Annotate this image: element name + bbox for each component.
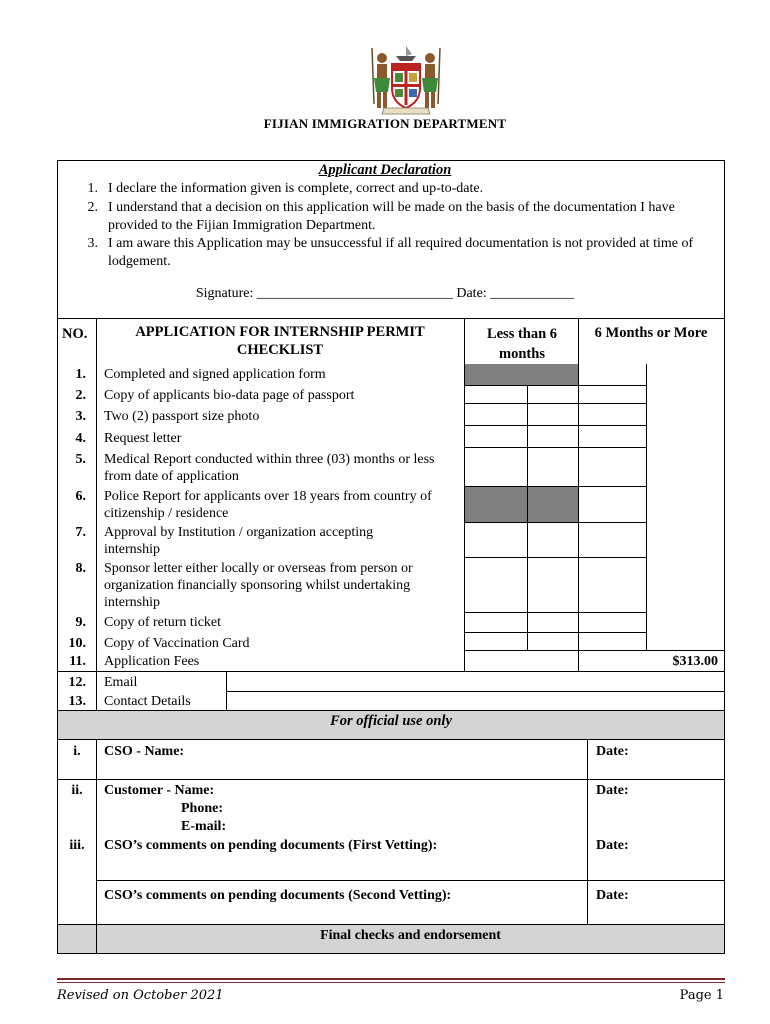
declaration-item-number: 1. <box>87 181 98 196</box>
row-number: 9. <box>75 615 86 630</box>
row-number: 4. <box>75 431 86 446</box>
column-header-6-months-or-more: 6 Months or More <box>594 325 708 341</box>
checklist-item: Medical Report conducted within three (03) months or less from date of application <box>104 452 435 484</box>
date-label: Date: <box>596 838 629 853</box>
date-label: Date: <box>596 783 629 798</box>
declaration-item-number: 3. <box>87 236 98 251</box>
declaration-item <box>82 180 702 198</box>
revision-note: Revised on October 2021 <box>57 988 224 1003</box>
checklist-item: Copy of return ticket <box>104 615 222 630</box>
footer-divider <box>57 982 725 983</box>
checklist-item: Police Report for applicants over 18 years from country of citizenship / residence <box>104 489 432 521</box>
row-number: 2. <box>75 388 86 403</box>
declaration-item-text: I am aware this Application may be unsuccessful if all required documentation is not provided at time of lodgement. <box>108 236 694 269</box>
declaration-item-number: 2. <box>87 200 98 215</box>
row-number: ii. <box>71 783 83 798</box>
checklist-item: Two (2) passport size photo <box>104 409 260 424</box>
checklist-item: Contact Details <box>104 694 191 709</box>
declaration-item <box>82 235 702 271</box>
row-number: i. <box>73 744 81 759</box>
column-header-less-than-6-months: Less than 6 months <box>486 326 558 362</box>
signature-date-line[interactable]: Signature: ____________________________ Date: ____________ <box>195 286 575 301</box>
shaded-cell <box>464 364 578 385</box>
declaration-item-text: I declare the information given is complete, correct and up-to-date. <box>108 181 484 196</box>
final-checks-title: Final checks and endorsement <box>320 928 501 943</box>
row-number: 3. <box>75 409 86 424</box>
customer-email-label: E-mail: <box>181 819 227 834</box>
checklist-item: Email <box>104 675 138 690</box>
row-number: 7. <box>75 525 86 540</box>
official-use-title: For official use only <box>330 713 452 729</box>
date-label: Date: <box>596 744 629 759</box>
row-number: 6. <box>75 489 86 504</box>
checklist-item: Application Fees <box>104 654 200 669</box>
department-name: FIJIAN IMMIGRATION DEPARTMENT <box>263 116 507 131</box>
cso-name-label: CSO - Name: <box>104 744 185 759</box>
second-vetting-comments-label: CSO’s comments on pending documents (Second Vetting): <box>104 888 452 903</box>
shaded-cell <box>464 486 578 522</box>
checklist-item: Completed and signed application form <box>104 367 326 382</box>
row-number: iii. <box>69 838 85 853</box>
declaration-item <box>82 199 702 235</box>
row-number: 8. <box>75 561 86 576</box>
customer-name-label: Customer - Name: <box>104 783 215 798</box>
checklist-item: Sponsor letter either locally or overseas from person or organization financially sponsoring whilst undertaking internship <box>104 561 413 610</box>
row-number: 5. <box>75 452 86 467</box>
page-number: Page 1 <box>679 988 724 1003</box>
row-number: 11. <box>69 654 86 669</box>
declaration-item-text: I understand that a decision on this application will be made on the basis of the documentation I have provided to the Fijian Immigration Department. <box>108 200 675 233</box>
row-number: 13. <box>68 694 86 709</box>
customer-phone-label: Phone: <box>181 801 223 816</box>
date-label: Date: <box>596 888 629 903</box>
checklist-item: Copy of Vaccination Card <box>104 636 250 651</box>
checklist-item: Copy of applicants bio-data page of passport <box>104 388 355 403</box>
fiji-coat-of-arms-icon <box>368 44 444 118</box>
checklist-item: Approval by Institution / organization accepting internship <box>104 525 374 557</box>
footer-divider <box>57 978 725 980</box>
column-header-checklist: APPLICATION FOR INTERNSHIP PERMIT CHECKLIST <box>135 324 425 358</box>
row-number: 1. <box>75 367 86 382</box>
declaration-title: Applicant Declaration <box>318 162 452 178</box>
row-number: 12. <box>68 675 86 690</box>
first-vetting-comments-label: CSO’s comments on pending documents (First Vetting): <box>104 838 438 853</box>
checklist-item: Request letter <box>104 431 182 446</box>
row-number: 10. <box>68 636 86 651</box>
application-fee-amount: $313.00 <box>672 654 718 669</box>
column-header-no: NO. <box>62 326 88 342</box>
